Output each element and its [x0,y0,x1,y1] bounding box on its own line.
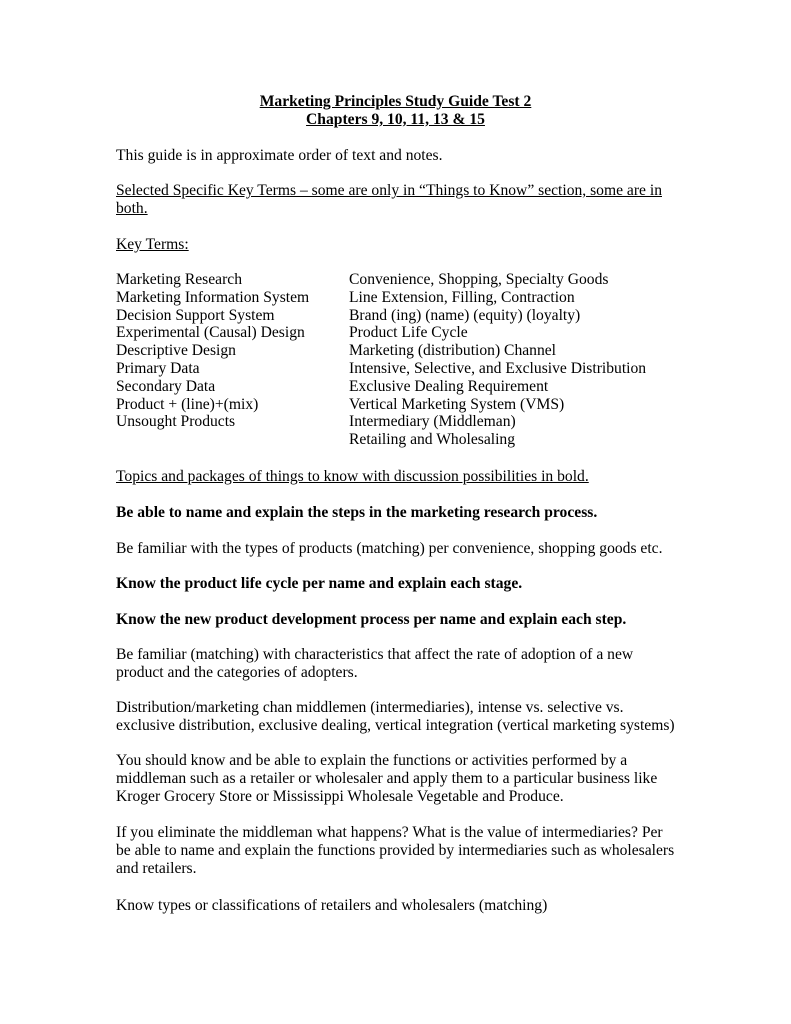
key-terms-left-column [116,271,346,431]
types-item: Know types or classifications of retailers and wholesalers (matching) [116,897,548,914]
key-term: Retailing and Wholesaling [349,431,516,449]
document-chapters: Chapters 9, 10, 11, 13 & 15 [306,111,485,128]
key-term: Unsought Products [116,413,236,431]
key-term: Marketing Research [116,271,242,288]
key-terms-right-column [349,271,679,449]
distribution-item: Distribution/marketing chan middlemen (intermediaries), intense vs. selective vs. exclusive distribution, exclusive dealing, vertical integration (vertical marketing systems) [116,699,675,734]
life-cycle-item: Know the product life cycle per name and explain each stage. [116,575,523,592]
key-term: Brand (ing) (name) (equity) (loyalty) [349,306,581,324]
key-term: Marketing (distribution) Channel [349,342,557,360]
key-term: Intermediary (Middleman) [349,413,516,431]
key-term: Exclusive Dealing Requirement [349,377,549,395]
key-term: Convenience, Shopping, Specialty Goods [349,271,609,288]
key-terms-heading: Key Terms: [116,236,189,253]
eliminate-middleman-item: If you eliminate the middleman what happens? What is the value of intermediaries? Per be able to name and explain the functions provided by intermediaries such as wholesalers and retailers. [116,824,675,877]
product-types-item: Be familiar with the types of products (matching) per convenience, shopping goods etc. [116,540,663,557]
topics-heading: Topics and packages of things to know with discussion possibilities in bold. [116,468,589,485]
key-term: Descriptive Design [116,342,236,360]
key-term: Decision Support System [116,306,275,324]
key-term: Product + (line)+(mix) [116,395,259,413]
key-term: Primary Data [116,359,200,377]
adoption-item: Be familiar (matching) with characteristics that affect the rate of adoption of a new product and the categories of adopters. [116,646,634,681]
key-term: Marketing Information System [116,288,310,306]
document-title: Marketing Principles Study Guide Test 2 [259,93,532,110]
selected-terms-heading: Selected Specific Key Terms – some are only in “Things to Know” section, some are in both. [116,182,662,217]
key-term: Line Extension, Filling, Contraction [349,288,575,306]
research-process-item: Be able to name and explain the steps in the marketing research process. [116,504,598,521]
intro-text: This guide is in approximate order of text and notes. [116,147,443,164]
key-term: Secondary Data [116,377,216,395]
functions-item: You should know and be able to explain the functions or activities performed by a middleman such as a retailer or wholesaler and apply them to a particular business like Kroger Grocery Store or Mississippi Wholesale Vegetable and Produce. [116,752,658,805]
key-term: Vertical Marketing System (VMS) [349,395,565,413]
key-term: Intensive, Selective, and Exclusive Distribution [349,359,647,377]
key-term: Experimental (Causal) Design [116,324,305,342]
key-term: Product Life Cycle [349,324,468,342]
new-product-item: Know the new product development process per name and explain each step. [116,611,627,628]
